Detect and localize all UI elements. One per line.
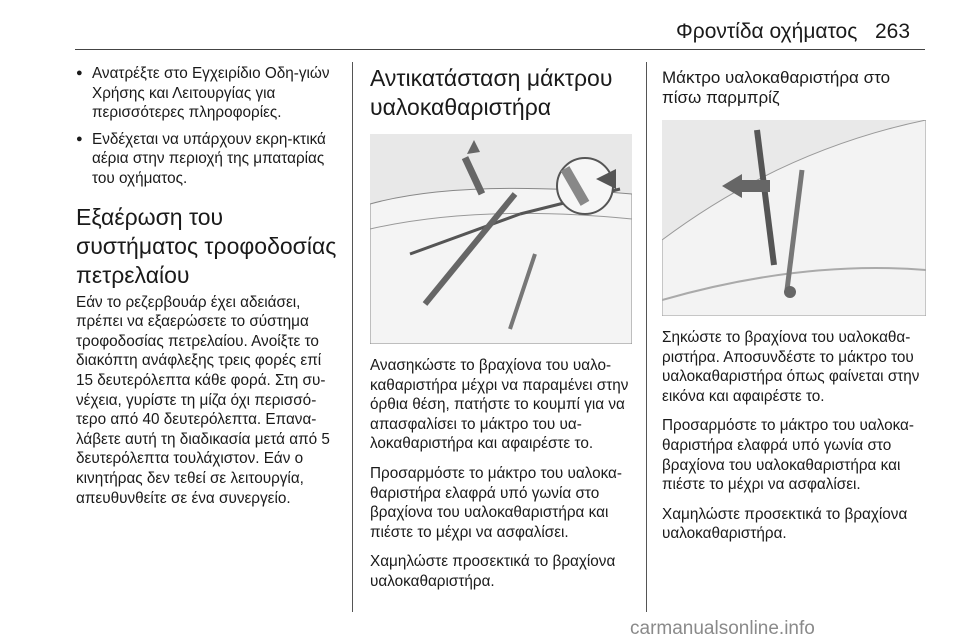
page-number: 263 — [875, 20, 911, 43]
wiper-replacement-heading: Αντικατάσταση μάκτρου υαλοκαθαριστήρα — [370, 65, 613, 120]
rear-wiper-step-2: Προσαρμόστε το μάκτρο του υαλοκα-θαριστήρα ελαφρά υπό γωνία στο βραχίονα του υαλοκαθαριστήρα και πιέστε το μέχρι να ασφαλίσει. — [662, 417, 914, 494]
rear-wiper-step-1: Σηκώστε το βραχίονα του υαλοκαθα-ριστήρα. Αποσυνδέστε το μάκτρο του υαλοκαθαριστήρα όπως φαίνεται στην εικόνα και αφαιρέστε το. — [662, 329, 920, 405]
fuel-bleeding-heading: Εξαέρωση του συστήματος τροφοδοσίας πετρελαίου — [76, 203, 337, 288]
column-divider-2 — [646, 62, 647, 612]
column-1 — [76, 64, 342, 518]
rear-wiper-heading: Μάκτρο υαλοκαθαριστήρα στο πίσω παρμπρίζ — [662, 68, 891, 107]
page-header — [0, 0, 960, 50]
bullet-item: ● Ανατρέξτε στο Εγχειρίδιο Οδη-γιών Χρήσης και Λειτουργίας για περισσότερες πληροφορίες. — [76, 64, 342, 123]
wiper-step-3: Χαμηλώστε προσεκτικά το βραχίονα υαλοκαθαριστήρα. — [370, 553, 616, 590]
column-divider-1 — [352, 62, 353, 612]
wiper-step-2: Προσαρμόστε το μάκτρο του υαλοκα-θαριστήρα ελαφρά υπό γωνία στο βραχίονα του υαλοκαθαριστήρα και πιέστε το μέχρι να ασφαλίσει. — [370, 464, 622, 541]
wiper-step-1: Ανασηκώστε το βραχίονα του υαλο-καθαριστήρα μέχρι να παραμένει στην όρθια θέση, πατήστε το κουμπί για να απασφαλίσει το μάκτρο του υα-λοκαθαριστήρα και αφαιρέστε το. — [370, 357, 629, 453]
header-divider — [75, 49, 925, 50]
section-title: Φροντίδα οχήματος — [676, 20, 858, 43]
front-wiper-illustration — [370, 134, 632, 344]
column-2 — [370, 64, 632, 602]
rear-wiper-illustration — [662, 120, 926, 316]
column-3 — [662, 64, 926, 554]
bullet-item: ● Ενδέχεται να υπάρχουν εκρη-κτικά αέρια στην περιοχή της μπαταρίας του οχήματος. — [76, 130, 342, 189]
rear-wiper-step-3: Χαμηλώστε προσεκτικά το βραχίονα υαλοκαθαριστήρα. — [662, 505, 908, 543]
fuel-bleeding-paragraph: Εάν το ρεζερβουάρ έχει αδειάσει, πρέπει να εξαερώσετε το σύστημα τροφοδοσίας πετρελαίου. Ανοίξτε το διακόπτη ανάφλεξης τρεις φορές επί 15 δευτερόλεπτα κάθε φορά. Στη συ-νέχεια, γυρίστε τη μίζα όχι περισσό-τερο από 40 δευτερόλεπτα. Επανα-λάβετε αυτή τη διαδικασία μετά από 5 δευτερόλεπτα τουλάχιστον. Εάν ο κινητήρας δεν τεθεί σε λειτουργία, απευθυνθείτε σε ένα συνεργείο. — [76, 293, 330, 507]
watermark: carmanualsonline.info — [630, 618, 815, 639]
